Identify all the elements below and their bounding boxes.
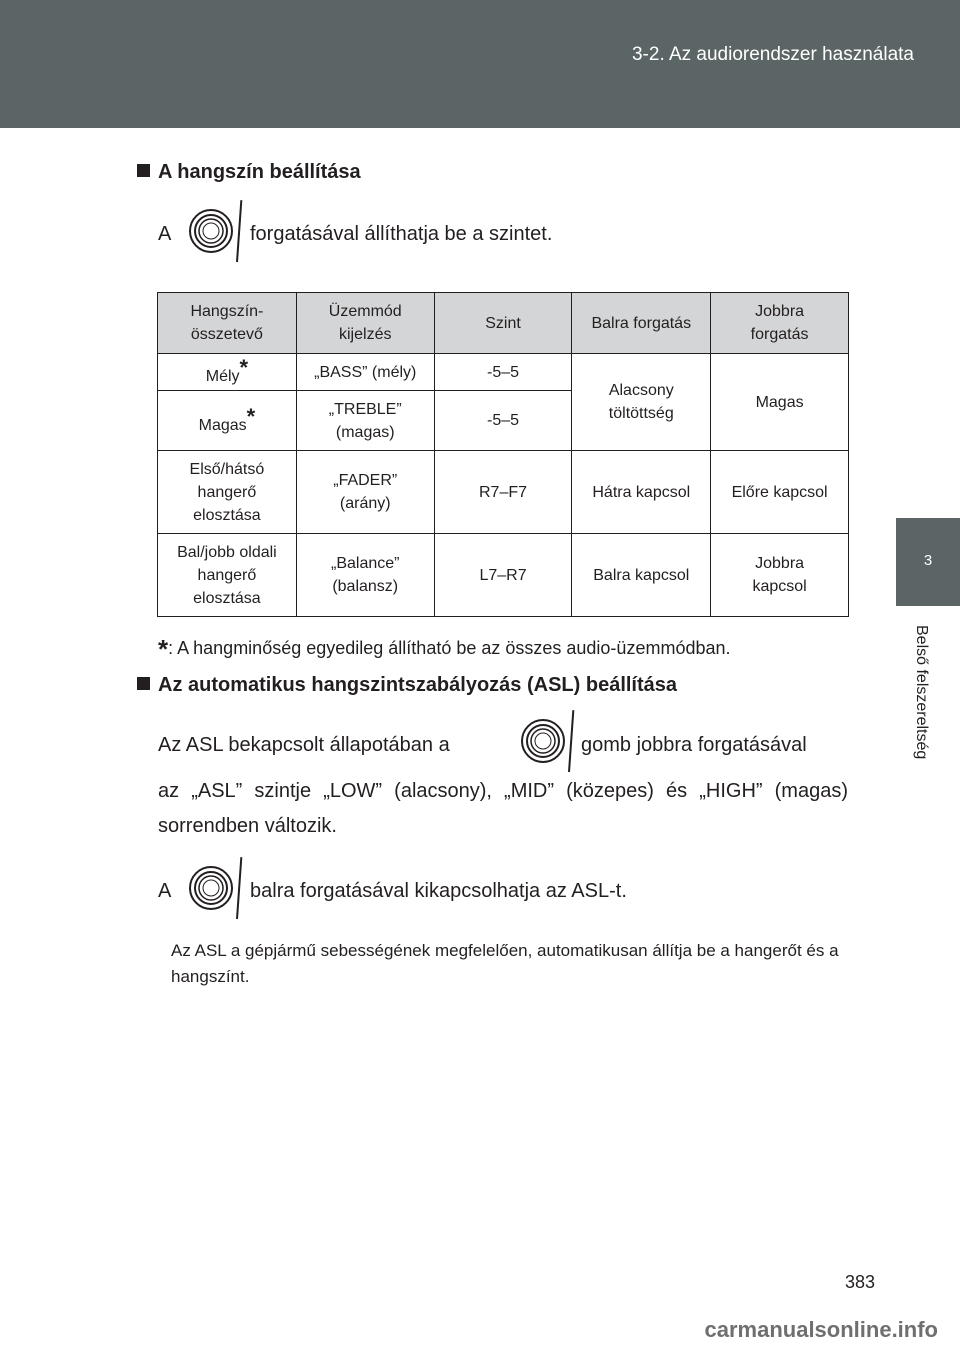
column-header: Balra forgatás [572, 293, 711, 354]
asl-off-text-after: balra forgatásával kikapcsolhatja az ASL-t. [250, 880, 627, 902]
knob-line-text-after: forgatásával állíthatja be a szintet. [250, 223, 553, 245]
table-cell: -5–5 [434, 391, 572, 451]
chapter-label: Belső felszereltség [913, 625, 930, 760]
table-cell: Mély* [158, 354, 297, 391]
table-cell: Magas* [158, 391, 297, 451]
square-bullet-icon [137, 164, 150, 177]
section-title: 3-2. Az audiorendszer használata [631, 44, 914, 65]
heading-text: Az automatikus hangszintszabályozás (ASL) beállítása [158, 674, 678, 696]
chapter-tab [896, 518, 960, 606]
tone-settings-table [157, 292, 849, 617]
asterisk-mark: * [239, 355, 249, 380]
table-cell: Magas [711, 354, 849, 451]
square-bullet-icon [137, 677, 150, 690]
table-cell: „FADER” (arány) [296, 451, 434, 534]
table-cell: „Balance” (balansz) [296, 534, 434, 617]
column-header: Üzemmód kijelzés [296, 293, 434, 354]
section-heading-tone [137, 161, 361, 184]
table-row [158, 354, 849, 391]
asl-line-text-before: Az ASL bekapcsolt állapotában a [158, 734, 450, 756]
table-cell: Jobbra kapcsol [711, 534, 849, 617]
column-header: Jobbra forgatás [711, 293, 849, 354]
table-cell: Előre kapcsol [711, 451, 849, 534]
heading-text: A hangszín beállítása [158, 161, 361, 183]
asl-off-text-before: A [158, 880, 172, 902]
chapter-number: 3 [923, 552, 933, 569]
table-cell: L7–R7 [434, 534, 572, 617]
table-cell: Hátra kapcsol [572, 451, 711, 534]
table-cell: „BASS” (mély) [296, 354, 434, 391]
footnote-marker: * [158, 634, 169, 664]
table-cell: R7–F7 [434, 451, 572, 534]
column-header: Hangszín- összetevő [158, 293, 297, 354]
footnote [158, 634, 731, 665]
table-cell: „TREBLE” (magas) [296, 391, 434, 451]
table-cell: Bal/jobb oldali hangerő elosztása [158, 534, 297, 617]
footnote-text: : A hangminőség egyedileg állítható be az összes audio-üzemmódban. [168, 638, 731, 658]
column-header: Szint [434, 293, 572, 354]
knob-icon [188, 857, 238, 921]
table-header-row [158, 293, 849, 354]
watermark: carmanualsonline.info [704, 1317, 938, 1342]
asterisk-mark: * [246, 403, 256, 429]
table-row [158, 534, 849, 617]
section-heading-asl [137, 674, 677, 697]
knob-line-text-before: A [158, 223, 172, 245]
table-cell: -5–5 [434, 354, 572, 391]
knob-icon [188, 200, 238, 264]
asl-description: az „ASL” szintje „LOW” (alacsony), „MID” (közepes) és „HIGH” (magas) sorrendben változik. [158, 780, 848, 837]
table-row [158, 451, 849, 534]
page-header [0, 0, 960, 128]
table-cell: Első/hátsó hangerő elosztása [158, 451, 297, 534]
table-cell: Balra kapcsol [572, 534, 711, 617]
asl-note: Az ASL a gépjármű sebességének megfelelően, automatikusan állítja be a hangerőt és a hangszínt. [171, 941, 839, 986]
asl-line-text-after: gomb jobbra forgatásával [581, 734, 807, 756]
knob-icon [520, 710, 570, 774]
page-number: 383 [845, 1272, 876, 1292]
table-cell: Alacsony töltöttség [572, 354, 711, 451]
